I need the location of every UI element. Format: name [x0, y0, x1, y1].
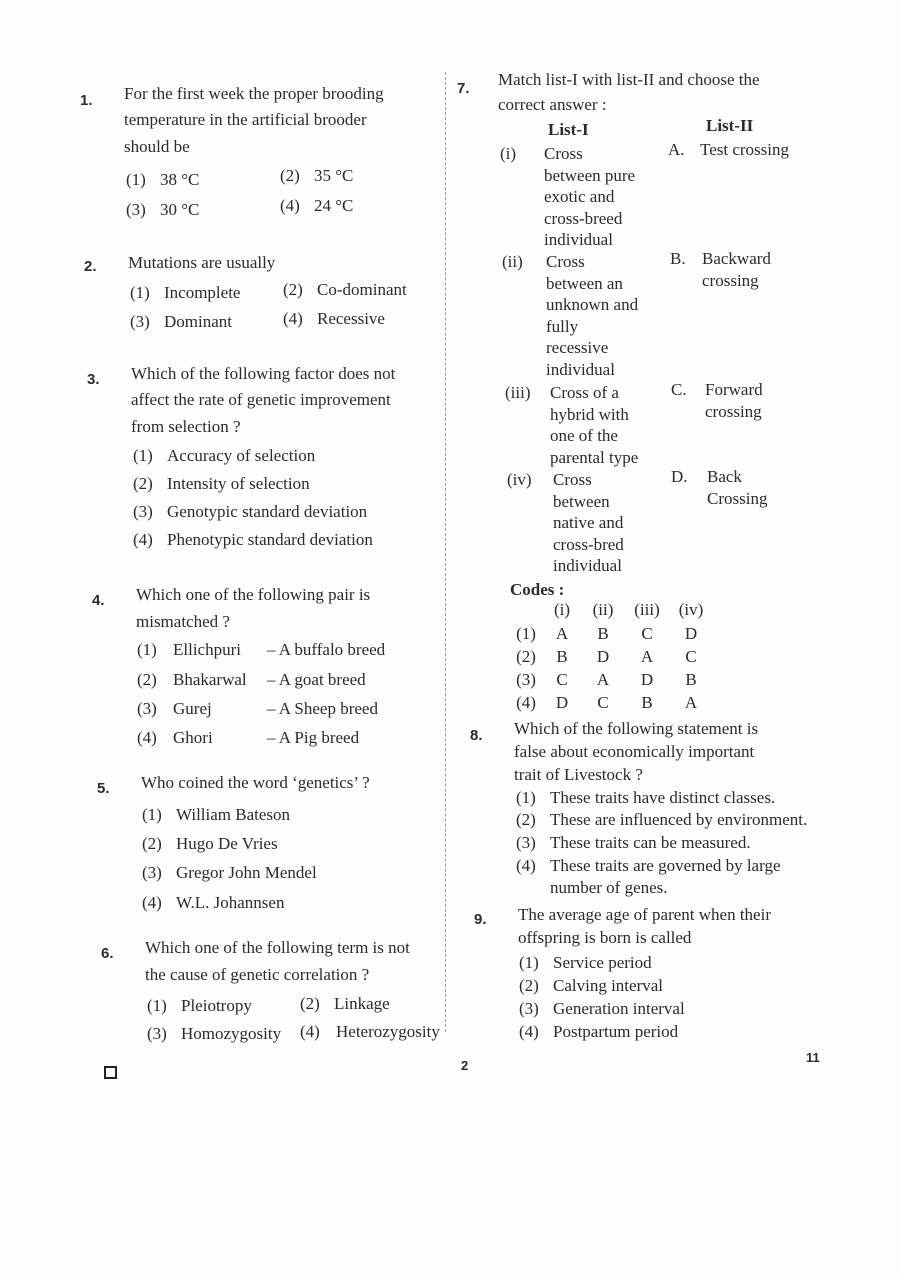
- column-divider: [445, 72, 446, 1032]
- question-number: 3.: [87, 371, 100, 388]
- option: (2) Linkage: [300, 994, 390, 1013]
- question-number: 2.: [84, 258, 97, 275]
- option: (4) These traits are governed by large: [516, 856, 781, 875]
- option: (2) These are influenced by environment.: [516, 810, 808, 829]
- question-text-line: correct answer :: [498, 95, 607, 114]
- option: (2) Hugo De Vries: [142, 834, 278, 853]
- question-text-line: Mutations are usually: [128, 253, 276, 272]
- option: (3) Generation interval: [519, 999, 685, 1018]
- option: (3) Homozygosity: [147, 1024, 282, 1043]
- option: (1) These traits have distinct classes.: [516, 788, 776, 807]
- option: (4) 24 °C: [280, 196, 354, 215]
- question-text-line: Match list-I with list-II and choose the: [498, 70, 760, 89]
- option: (3) These traits can be measured.: [516, 833, 751, 852]
- codes-label: Codes :: [510, 580, 565, 599]
- question-text-line: should be: [124, 137, 190, 156]
- option: (3) 30 °C: [126, 200, 200, 219]
- option: (4) Heterozygosity: [300, 1022, 440, 1041]
- question-text-line: Which of the following factor does not: [131, 364, 396, 383]
- option: (4) Postpartum period: [519, 1022, 679, 1041]
- pair-option: (3) Gurej – A Sheep breed: [137, 699, 378, 718]
- list-2-header: List-II: [706, 116, 754, 135]
- option-continuation: number of genes.: [550, 878, 668, 897]
- option: (1) 38 °C: [126, 170, 200, 189]
- question-text-line: Which one of the following term is not: [145, 938, 410, 957]
- question-text-line: The average age of parent when their: [518, 905, 771, 924]
- option: (2) Calving interval: [519, 976, 664, 995]
- question-text-line: For the first week the proper brooding: [124, 84, 384, 103]
- question-text-line: temperature in the artificial brooder: [124, 110, 367, 129]
- question-text-line: false about economically important: [514, 742, 755, 761]
- question-number: 9.: [474, 911, 487, 928]
- question-text-line: Which of the following statement is: [514, 719, 759, 738]
- option: (4) Phenotypic standard deviation: [133, 530, 373, 549]
- option: (3) Dominant: [130, 312, 232, 331]
- page-number-center: 2: [461, 1058, 469, 1073]
- list-1-header: List-I: [548, 120, 589, 139]
- question-text-line: affect the rate of genetic improvement: [131, 390, 391, 409]
- question-number: 5.: [97, 780, 110, 797]
- option: (1) Incomplete: [130, 283, 241, 302]
- codes-row: (4) D C B A: [516, 693, 698, 712]
- question-number: 8.: [470, 727, 483, 744]
- question-text-line: the cause of genetic correlation ?: [145, 965, 370, 984]
- option: (2) Co-dominant: [283, 280, 407, 299]
- option: (3) Genotypic standard deviation: [133, 502, 368, 521]
- option: (1) Accuracy of selection: [133, 446, 316, 465]
- question-text-line: mismatched ?: [136, 612, 230, 631]
- codes-header-row: (i) (ii) (iii) (iv): [553, 600, 704, 619]
- option: (1) William Bateson: [142, 805, 291, 824]
- question-number: 7.: [457, 80, 470, 97]
- option: (4) Recessive: [283, 309, 385, 328]
- question-number: 6.: [101, 945, 114, 962]
- pair-option: (1) Ellichpuri – A buffalo breed: [137, 640, 386, 659]
- codes-row: (2) B D A C: [516, 647, 697, 666]
- option: (1) Pleiotropy: [147, 996, 252, 1015]
- pair-option: (2) Bhakarwal – A goat breed: [137, 670, 366, 689]
- question-text-line: Which one of the following pair is: [136, 585, 371, 604]
- question-text-line: Who coined the word ‘genetics’ ?: [141, 773, 370, 792]
- option: (1) Service period: [519, 953, 652, 972]
- question-text-line: from selection ?: [131, 417, 241, 436]
- option: (2) Intensity of selection: [133, 474, 310, 493]
- option: (3) Gregor John Mendel: [142, 863, 317, 882]
- question-text-line: trait of Livestock ?: [514, 765, 643, 784]
- pair-option: (4) Ghori – A Pig breed: [137, 728, 360, 747]
- option: (2) 35 °C: [280, 166, 354, 185]
- question-number: 4.: [92, 592, 105, 609]
- question-text-line: offspring is born is called: [518, 928, 692, 947]
- question-number: 1.: [80, 92, 93, 109]
- codes-row: (1) A B C D: [516, 624, 698, 643]
- codes-row: (3) C A D B: [516, 670, 697, 689]
- page-number-right: 11: [806, 1050, 820, 1065]
- square-mark-icon: [104, 1066, 117, 1079]
- option: (4) W.L. Johannsen: [142, 893, 285, 912]
